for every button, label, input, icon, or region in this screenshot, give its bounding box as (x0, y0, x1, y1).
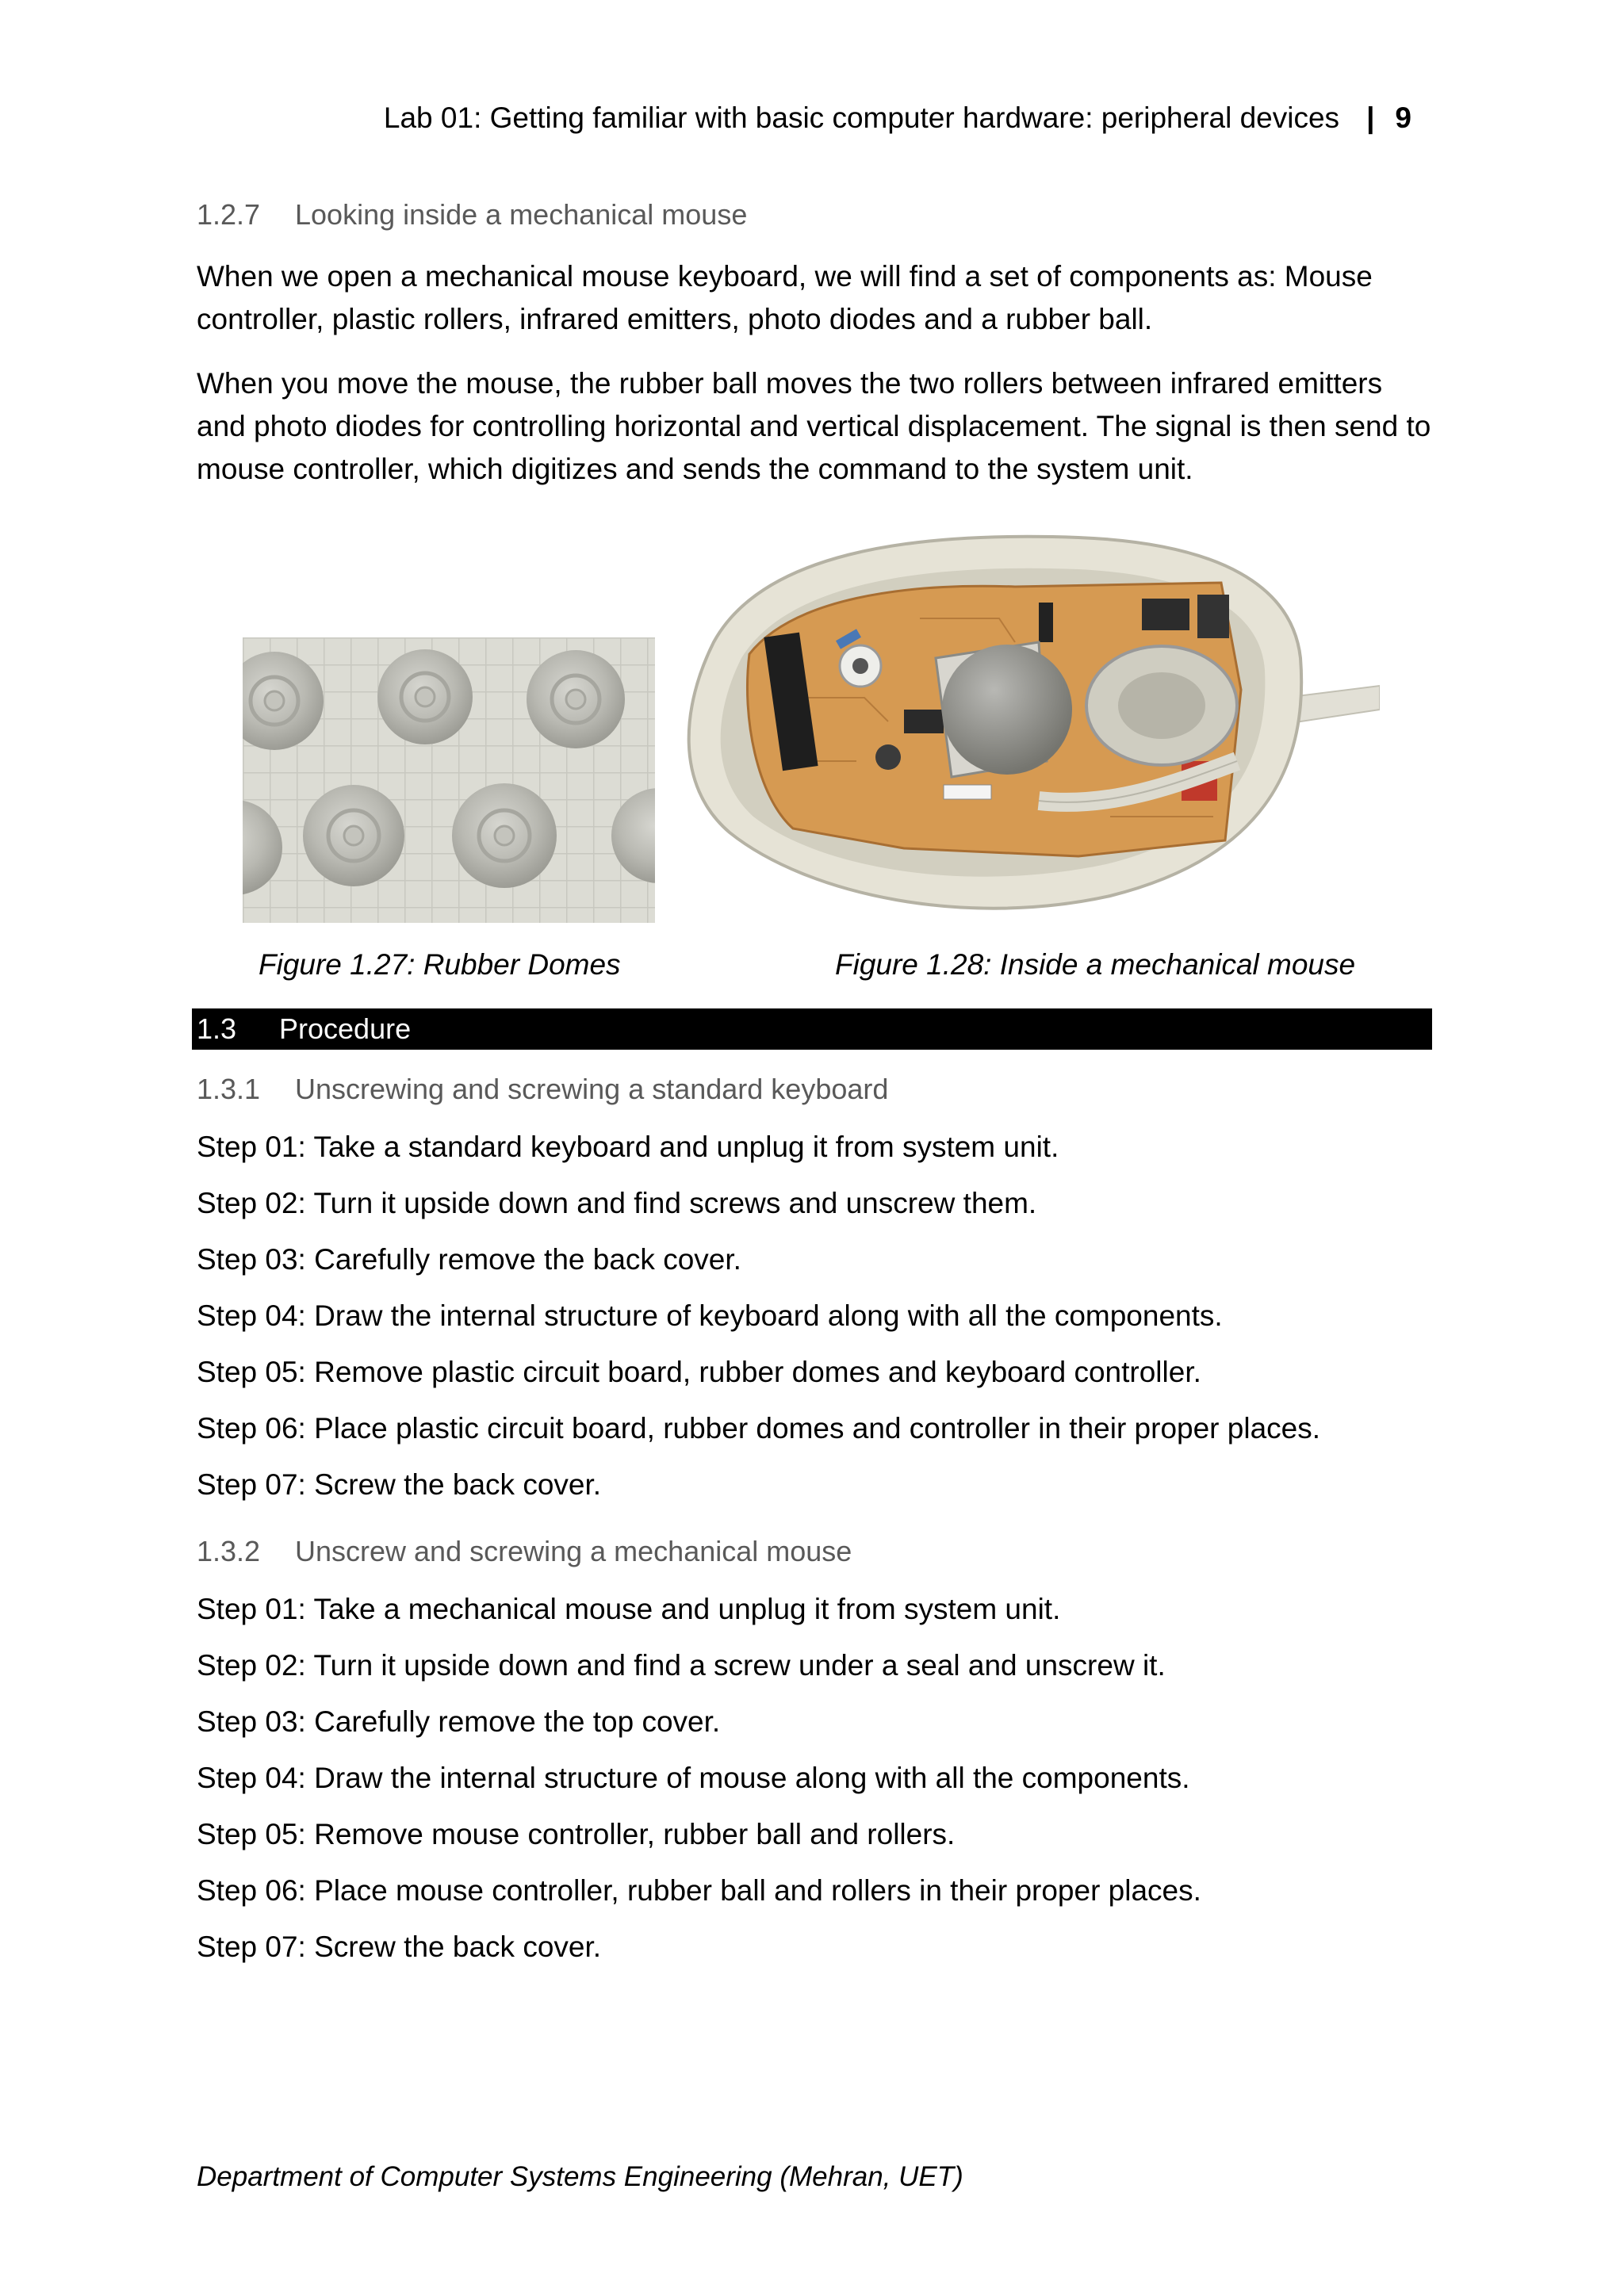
section-heading-1-3 (192, 1008, 1432, 1050)
mouse-step: Step 03: Carefully remove the top cover. (197, 1705, 721, 1738)
section-heading-1-2-7 (197, 198, 747, 232)
paragraph-mouse-operation: When you move the mouse, the rubber ball moves the two rollers between infrared emitters and photo diodes for controlling horizontal and vertical displacement. The signal is then send to mouse controller, which digitizes and sends the command to the system unit. (197, 367, 1431, 485)
section-number: 1.3 (197, 1012, 237, 1045)
paragraph-components: When we open a mechanical mouse keyboard, we will find a set of components as: Mouse controller, plastic rollers, infrared emitters, photo diodes and a rubber ball. (197, 260, 1373, 335)
page-footer: Department of Computer Systems Engineering (Mehran, UET) (197, 2161, 963, 2192)
section-title: Unscrewing and screwing a standard keyboard (295, 1073, 889, 1105)
header-title: Lab 01: Getting familiar with basic computer hardware: peripheral devices (383, 101, 1340, 134)
section-heading-1-3-2 (197, 1535, 852, 1568)
mouse-step: Step 01: Take a mechanical mouse and unplug it from system unit. (197, 1593, 1061, 1625)
figure-1-28-caption: Figure 1.28: Inside a mechanical mouse (835, 948, 1356, 981)
section-title: Procedure (279, 1012, 412, 1045)
section-title: Unscrew and screwing a mechanical mouse (295, 1535, 852, 1567)
keyboard-step: Step 04: Draw the internal structure of keyboard along with all the components. (197, 1299, 1223, 1332)
header-separator: | (1366, 101, 1375, 134)
keyboard-step: Step 06: Place plastic circuit board, rubber domes and controller in their proper places. (197, 1412, 1321, 1445)
mouse-step: Step 07: Screw the back cover. (197, 1931, 602, 1963)
section-title: Looking inside a mechanical mouse (295, 198, 748, 231)
mouse-step: Step 02: Turn it upside down and find a screw under a seal and unscrew it. (197, 1649, 1166, 1682)
section-number: 1.3.2 (197, 1535, 261, 1567)
rubber-domes-image (243, 637, 655, 923)
mouse-step: Step 06: Place mouse controller, rubber ball and rollers in their proper places. (197, 1874, 1201, 1907)
keyboard-step: Step 03: Carefully remove the back cover. (197, 1243, 741, 1276)
mouse-step: Step 05: Remove mouse controller, rubber ball and rollers. (197, 1818, 956, 1850)
mouse-interior-image (666, 523, 1380, 928)
keyboard-step: Step 02: Turn it upside down and find screws and unscrew them. (197, 1187, 1037, 1219)
page-header (0, 101, 1411, 135)
figure-1-27-caption: Figure 1.27: Rubber Domes (259, 948, 621, 981)
section-heading-1-3-1 (197, 1073, 888, 1106)
section-number: 1.3.1 (197, 1073, 261, 1105)
page-number: 9 (1395, 101, 1411, 134)
section-number: 1.2.7 (197, 198, 261, 231)
keyboard-step: Step 01: Take a standard keyboard and unplug it from system unit. (197, 1131, 1059, 1163)
keyboard-step: Step 07: Screw the back cover. (197, 1468, 602, 1501)
keyboard-step: Step 05: Remove plastic circuit board, rubber domes and keyboard controller. (197, 1356, 1201, 1388)
mouse-step: Step 04: Draw the internal structure of mouse along with all the components. (197, 1762, 1190, 1794)
